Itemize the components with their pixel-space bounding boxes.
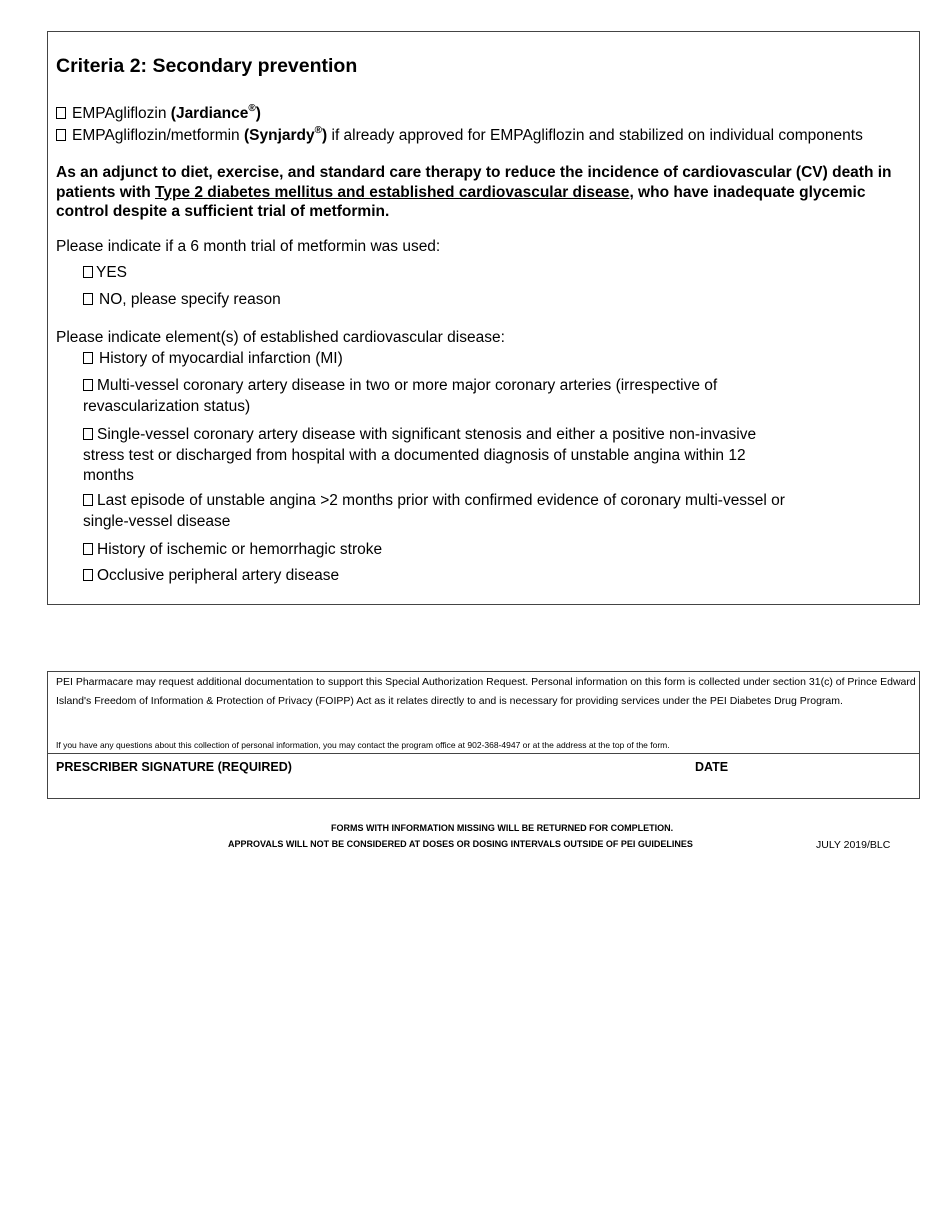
drug-brand: (Jardiance [170, 105, 249, 122]
cv-option-mi [83, 349, 343, 370]
indication-part-1: As an adjunct to diet, exercise, and standard care therapy to reduce the incidence of cardiovascular (CV) death in patients with [56, 164, 892, 201]
drug-option-jardiance [56, 103, 261, 123]
option-label: History of myocardial infarction (MI) [99, 350, 343, 367]
cv-option-multi-vessel [83, 376, 717, 417]
checkbox-jardiance[interactable] [56, 107, 66, 119]
signature-divider [47, 753, 920, 754]
indication-underlined: Type 2 diabetes mellitus and established cardiovascular disease [155, 183, 630, 201]
privacy-contact: If you have any questions about this collection of personal information, you may contact the program office at 902-368-4947 or at the address at the top of the form. [56, 740, 670, 750]
cv-option-single-vessel [83, 425, 756, 487]
drug-brand: (Synjardy [244, 127, 315, 144]
drug-condition: if already approved for EMPAgliflozin and stabilized on individual components [327, 127, 863, 144]
indication-text [56, 163, 916, 222]
option-label: NO, please specify reason [99, 291, 281, 308]
checkbox-single-vessel[interactable] [83, 428, 93, 440]
option-label-cont: single-vessel disease [83, 512, 231, 530]
cv-option-stroke [83, 540, 382, 561]
form-version: JULY 2019/BLC [816, 839, 891, 851]
option-label: Single-vessel coronary artery disease with significant stenosis and either a positive non-invasive [97, 426, 757, 443]
option-label: Multi-vessel coronary artery disease in two or more major coronary arteries (irrespective of [97, 377, 718, 394]
metformin-option-yes [83, 263, 127, 284]
option-label-cont: stress test or discharged from hospital with a documented diagnosis of unstable angina within 12 [83, 446, 746, 464]
option-label: YES [96, 264, 128, 281]
cv-option-pad [83, 566, 339, 587]
cv-option-unstable-angina [83, 491, 785, 532]
checkbox-multi-vessel[interactable] [83, 379, 93, 391]
checkbox-unstable-angina[interactable] [83, 494, 93, 506]
registered-mark: ® [248, 103, 256, 114]
checkbox-yes[interactable] [83, 266, 93, 278]
registered-mark: ® [314, 125, 323, 136]
metformin-option-no [83, 290, 281, 311]
option-label: Last episode of unstable angina >2 months prior with confirmed evidence of coronary multi-vessel or [97, 492, 785, 509]
cv-question: Please indicate element(s) of established cardiovascular disease: [56, 329, 505, 346]
footer-missing-info: FORMS WITH INFORMATION MISSING WILL BE RETURNED FOR COMPLETION. [331, 823, 674, 833]
checkbox-synjardy[interactable] [56, 129, 66, 141]
date-field[interactable]: DATE [695, 760, 729, 774]
metformin-question: Please indicate if a 6 month trial of metformin was used: [56, 238, 441, 255]
option-label: Occlusive peripheral artery disease [97, 567, 340, 584]
drug-brand-close: ) [322, 127, 328, 144]
prescriber-signature-field[interactable]: PRESCRIBER SIGNATURE (REQUIRED) [56, 760, 292, 774]
privacy-notice: PEI Pharmacare may request additional documentation to support this Special Authorization Request. Personal information on this form is collected under section 31(c) of Prince Edward Island's Freedom of Information & Protection of Privacy (FOIPP) Act as it relates directly to and is necessary for providing services under the PEI Diabetes Drug Program. [56, 676, 916, 707]
option-label-cont: revascularization status) [83, 397, 251, 415]
option-label-cont: months [83, 467, 134, 484]
checkbox-no[interactable] [83, 293, 93, 305]
checkbox-pad[interactable] [83, 569, 93, 581]
drug-option-synjardy [56, 125, 863, 145]
section-title: Criteria 2: Secondary prevention [56, 55, 358, 77]
indication-part-2: , who have inadequate glycemic control despite a sufficient trial of metformin. [56, 183, 866, 220]
checkbox-stroke[interactable] [83, 543, 93, 555]
drug-name: EMPAgliflozin [72, 105, 167, 122]
drug-name: EMPAgliflozin/metformin [72, 127, 240, 144]
drug-brand-close: ) [255, 105, 261, 122]
option-label: History of ischemic or hemorrhagic stroke [97, 541, 383, 558]
footer-approvals: APPROVALS WILL NOT BE CONSIDERED AT DOSES OR DOSING INTERVALS OUTSIDE OF PEI GUIDELINES [228, 839, 693, 849]
checkbox-mi[interactable] [83, 352, 93, 364]
